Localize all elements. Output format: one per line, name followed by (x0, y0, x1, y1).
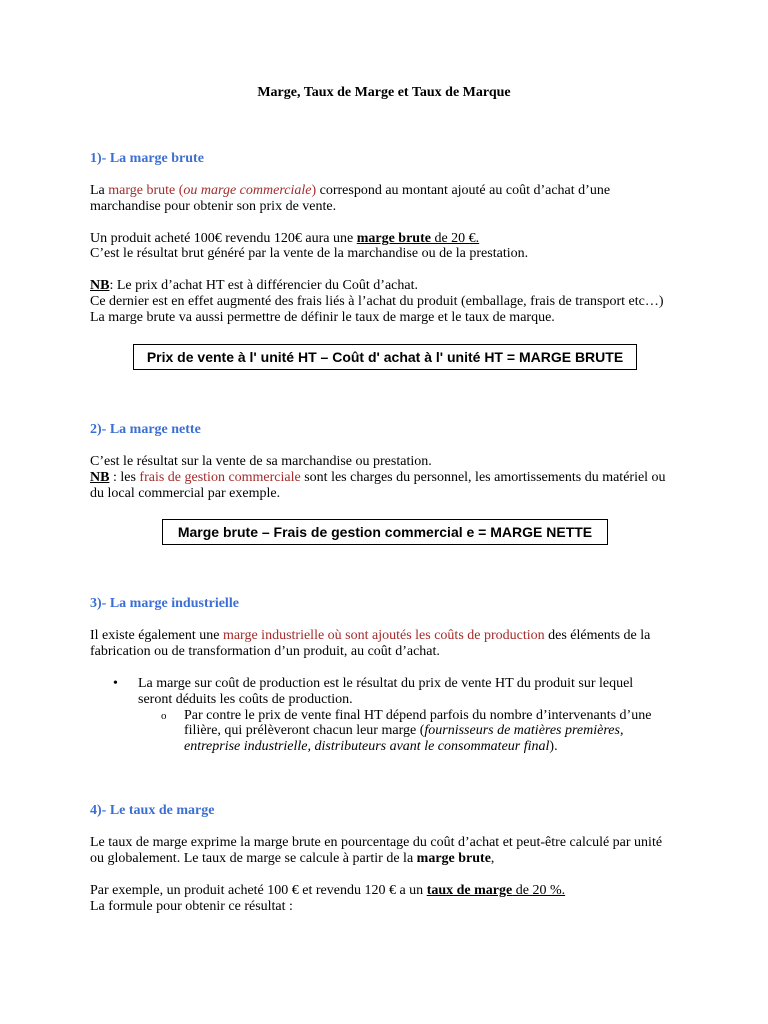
s3-sub-bullet-line-2: filière, qui prélèveront chacun leur marge (fournisseurs de matières premières, (184, 723, 624, 738)
s4-paragraph-2-line-1: Par exemple, un produit acheté 100 € et revendu 120 € a un taux de marge de 20 %. (90, 883, 566, 898)
s3-sub-bullet-line-3: entreprise industrielle, distributeurs avant le consommateur final). (184, 739, 558, 754)
marge-brute-formula-box: Prix de vente à l' unité HT – Coût d' achat à l' unité HT = MARGE BRUTE (133, 344, 637, 370)
s4-paragraph-1-line-2: ou globalement. Le taux de marge se calcule à partir de la marge brute, (90, 851, 495, 866)
document-title: Marge, Taux de Marge et Taux de Marque (257, 85, 511, 100)
s3-sub-bullet-line-1: Par contre le prix de vente final HT dépend parfois du nombre d’intervenants d’une (184, 708, 652, 723)
section-4-heading: 4)- Le taux de marge (90, 803, 215, 818)
s3-bullet-line-1: La marge sur coût de production est le résultat du prix de vente HT du produit sur lequel (138, 676, 634, 691)
s2-nb-line-1: NB : les frais de gestion commerciale sont les charges du personnel, les amortissements du matériel ou (90, 470, 666, 485)
s3-bullet-line-2: seront déduits les coûts de production. (138, 692, 353, 707)
s3-paragraph-1-line-1: Il existe également une marge industrielle où sont ajoutés les coûts de production des éléments de la (90, 628, 651, 643)
s2-nb-line-2: du local commercial par exemple. (90, 486, 281, 501)
s2-paragraph-1: C’est le résultat sur la vente de sa marchandise ou prestation. (90, 454, 432, 469)
s4-paragraph-2-line-2: La formule pour obtenir ce résultat : (90, 899, 293, 914)
sub-bullet-icon: o (161, 710, 167, 722)
s1-paragraph-1-line-1: La marge brute (ou marge commerciale) correspond au montant ajouté au coût d’achat d’une (90, 183, 611, 198)
section-2-heading: 2)- La marge nette (90, 422, 201, 437)
s3-paragraph-1-line-2: fabrication ou de transformation d’un produit, au coût d’achat. (90, 644, 440, 659)
section-1-heading: 1)- La marge brute (90, 151, 204, 166)
s1-nb-line-2: Ce dernier est en effet augmenté des frais liés à l’achat du produit (emballage, frais de transport etc…) (90, 294, 664, 309)
s1-paragraph-2-line-1: Un produit acheté 100€ revendu 120€ aura une marge brute de 20 €. (90, 231, 480, 246)
section-3-heading: 3)- La marge industrielle (90, 596, 239, 611)
s1-nb-line-3: La marge brute va aussi permettre de définir le taux de marge et le taux de marque. (90, 310, 555, 325)
s1-nb-line-1: NB: Le prix d’achat HT est à différencier du Coût d’achat. (90, 278, 418, 293)
s4-paragraph-1-line-1: Le taux de marge exprime la marge brute en pourcentage du coût d’achat et peut-être calculé par unité (90, 835, 663, 850)
s1-paragraph-2-line-2: C’est le résultat brut généré par la vente de la marchandise ou de la prestation. (90, 246, 529, 261)
s1-paragraph-1-line-2: marchandise pour obtenir son prix de vente. (90, 199, 337, 214)
marge-nette-formula-box: Marge brute – Frais de gestion commercial e = MARGE NETTE (162, 519, 608, 545)
bullet-icon: • (113, 676, 118, 691)
